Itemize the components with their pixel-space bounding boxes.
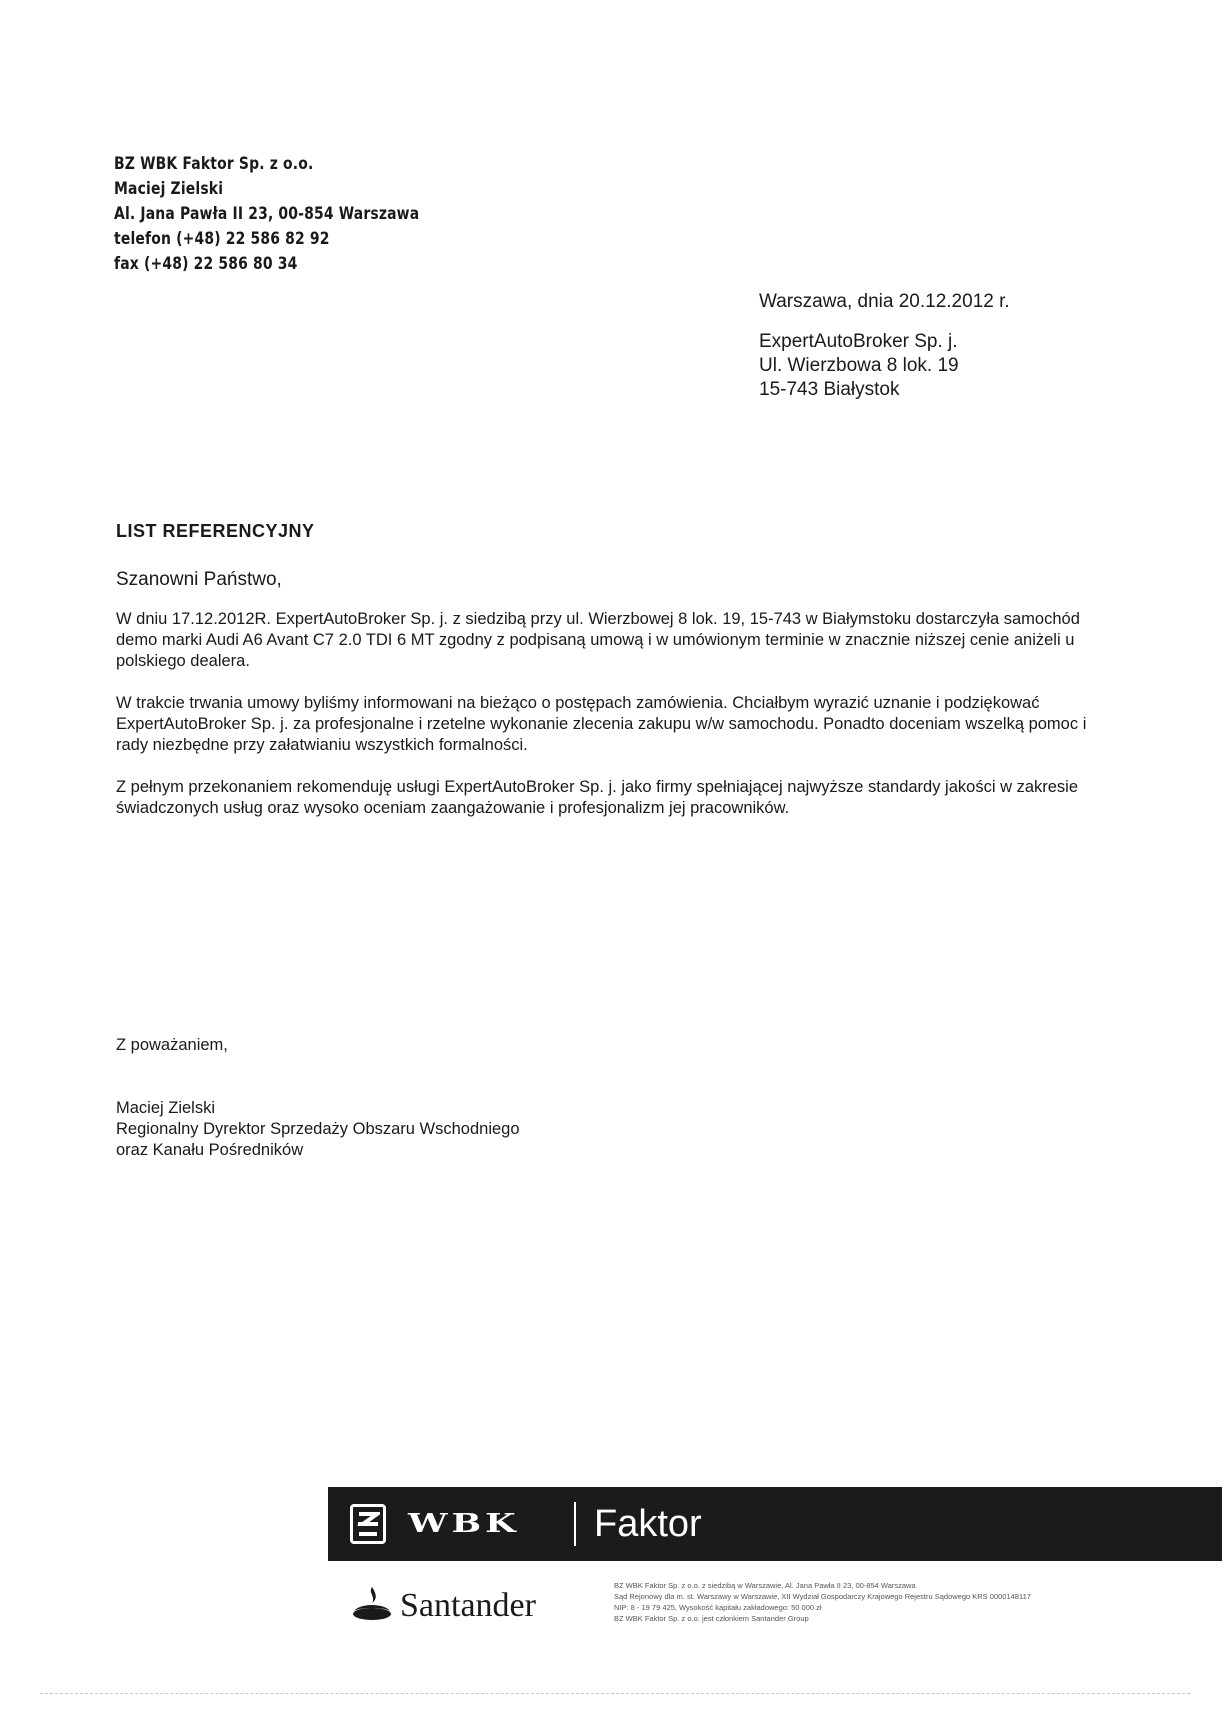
letter-title: LIST REFERENCYJNY (116, 521, 315, 541)
signature-title-line-1: Regionalny Dyrektor Sprzedaży Obszaru Wschodniego (116, 1120, 520, 1138)
faktor-label: Faktor (594, 1502, 702, 1545)
recipient-street: Ul. Wierzbowa 8 lok. 19 (759, 355, 959, 376)
footer-legal-line-3: NIP: 8 - 19 79 425, Wysokość kapitału zakładowego: 50 000 zł (614, 1603, 822, 1612)
sender-name: Maciej Zielski (114, 179, 224, 199)
sender-address: Al. Jana Pawła II 23, 00-854 Warszawa (114, 204, 420, 224)
footer-legal-text (614, 1580, 1134, 1624)
santander-flame-icon (350, 1585, 394, 1626)
date-line: Warszawa, dnia 20.12.2012 r. (759, 291, 1010, 312)
sender-block (114, 152, 419, 277)
santander-name: Santander (400, 1586, 536, 1624)
footer-legal-line-4: BZ WBK Faktor Sp. z o.o. jest członkiem Santander Group (614, 1614, 809, 1623)
signature-title-line-2: oraz Kanału Pośredników (116, 1141, 304, 1159)
paragraph-3: Z pełnym przekonaniem rekomenduję usługi ExpertAutoBroker Sp. j. jako firmy spełniającej najwyższe standardy jakości w zakresie świadczonych usług oraz wysoko oceniam zaangażowanie i profesjonalizm jej pracowników. (116, 778, 1079, 817)
recipient-city: 15-743 Białystok (759, 379, 900, 400)
closing: Z poważaniem, (116, 1036, 228, 1054)
bzwbk-faktor-banner (328, 1487, 1222, 1561)
wbk-logo: WBK (408, 1509, 520, 1539)
footer-legal-line-2: Sąd Rejonowy dla m. st. Warszawy w Warszawie, XII Wydział Gospodarczy Krajowego Rejestru Sądowego KRS 0000148117 (614, 1592, 1031, 1601)
sender-fax: fax (+48) 22 586 80 34 (114, 254, 298, 274)
letter-body (116, 609, 1096, 840)
recipient-name: ExpertAutoBroker Sp. j. (759, 331, 958, 352)
santander-logo (350, 1585, 536, 1626)
bottom-divider (40, 1693, 1190, 1694)
salutation: Szanowni Państwo, (116, 569, 282, 590)
footer-legal-line-1: BZ WBK Faktor Sp. z o.o. z siedzibą w Warszawie, Al. Jana Pawła II 23, 00-854 Warszawa (614, 1581, 916, 1590)
signature-block (116, 1098, 520, 1161)
sender-company: BZ WBK Faktor Sp. z o.o. (114, 154, 314, 174)
sender-phone: telefon (+48) 22 586 82 92 (114, 229, 330, 249)
paragraph-1: W dniu 17.12.2012R. ExpertAutoBroker Sp. j. z siedzibą przy ul. Wierzbowej 8 lok. 19, 15-743 w Białymstoku dostarczyła samochód demo marki Audi A6 Avant C7 2.0 TDI 6 MT zgodny z podpisaną umową i w umówionym terminie w znacznie niższej cenie aniżeli u polskiego dealera. (116, 610, 1080, 670)
signature-name: Maciej Zielski (116, 1099, 216, 1117)
bz-logo-icon (350, 1504, 386, 1544)
paragraph-2: W trakcie trwania umowy byliśmy informowani na bieżąco o postępach zamówienia. Chciałbym wyrazić uznanie i podziękować ExpertAutoBroker Sp. j. za profesjonalne i rzetelne wykonanie zlecenia zakupu w/w samochodu. Ponadto doceniam wszelką pomoc i rady niezbędne przy załatwianiu wszystkich formalności. (116, 694, 1087, 754)
date-recipient-block (759, 290, 1010, 402)
